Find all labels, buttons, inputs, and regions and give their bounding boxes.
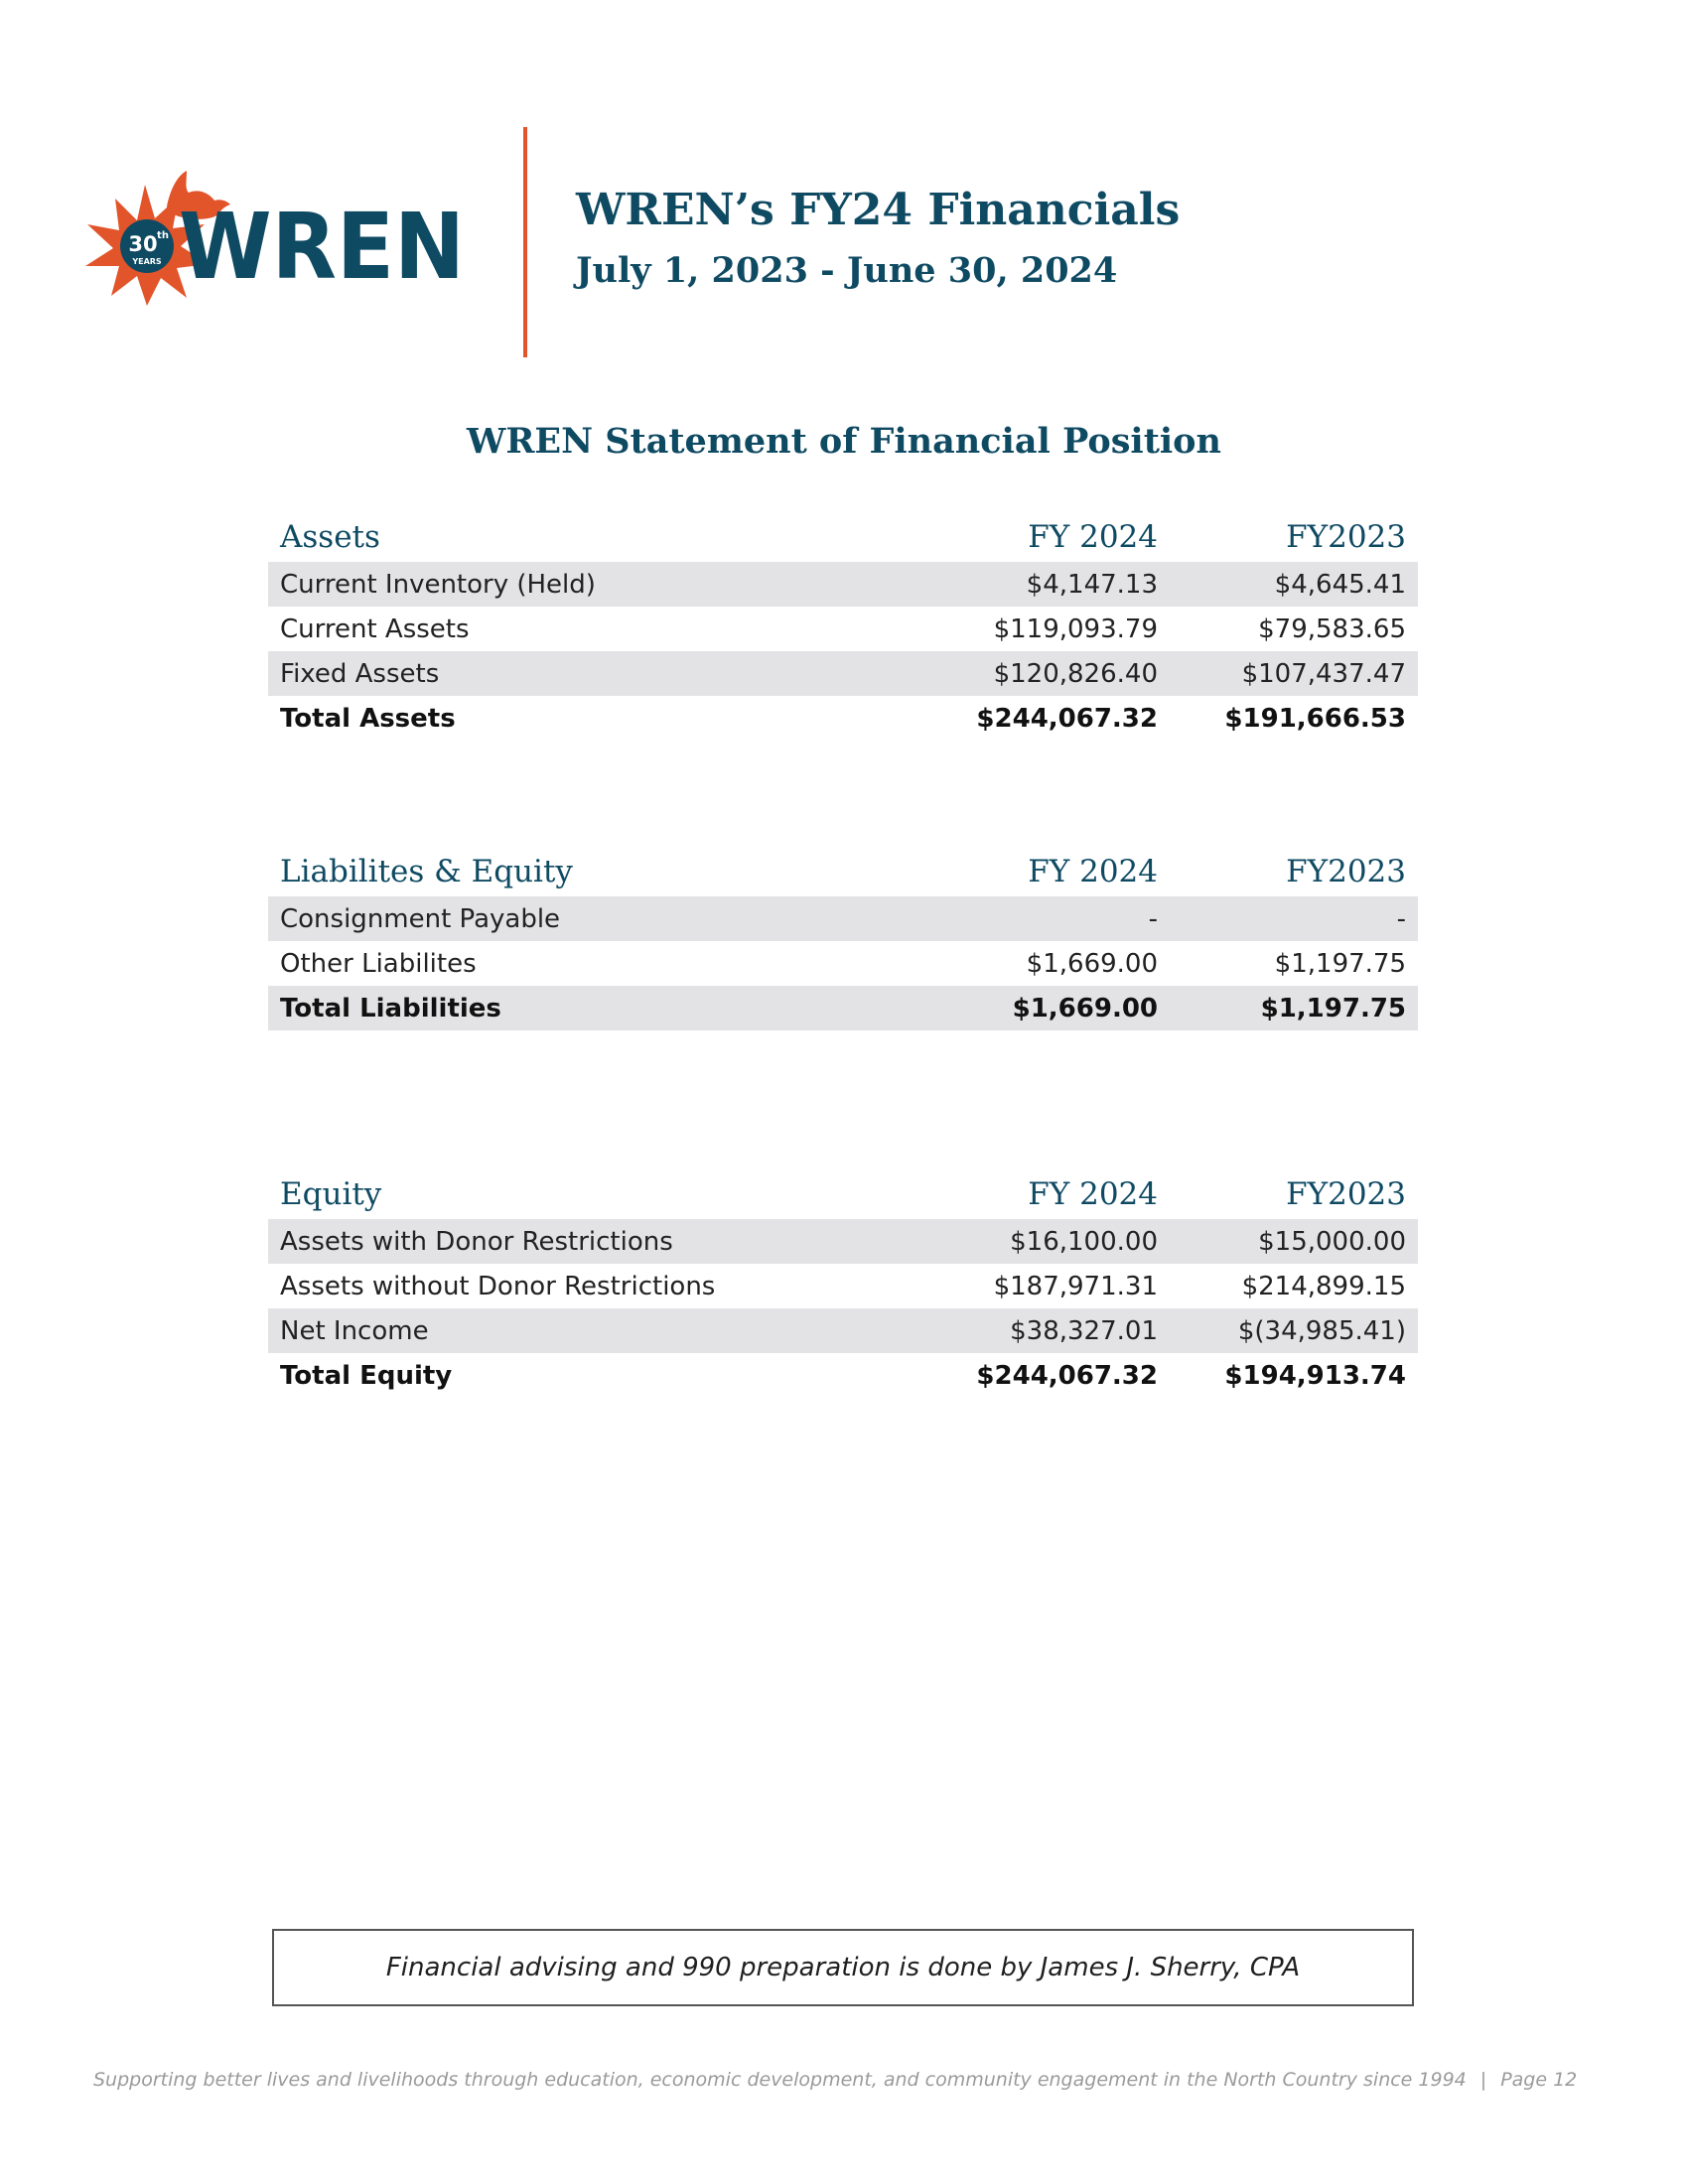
badge-label: YEARS xyxy=(132,257,162,266)
table-row xyxy=(268,896,1418,941)
value-fy2024: - xyxy=(1148,903,1158,934)
wren-logo xyxy=(75,167,473,316)
total-row xyxy=(268,1353,1418,1398)
column-header-fy2023: FY2023 xyxy=(1286,1176,1406,1212)
document-title: WREN’s FY24 Financials xyxy=(576,185,1181,235)
table-row xyxy=(268,1264,1418,1308)
section-heading: Liabilites & Equity xyxy=(280,854,573,889)
table-row xyxy=(268,1308,1418,1353)
value-fy2023: $4,645.41 xyxy=(1274,569,1406,600)
equity-table xyxy=(268,1169,1418,1398)
total-row xyxy=(268,986,1418,1030)
advisor-note: Financial advising and 990 preparation is done by James J. Sherry, CPA xyxy=(385,1953,1301,1982)
total-row xyxy=(268,696,1418,741)
logo-wordmark: WREN xyxy=(179,194,465,300)
value-fy2023: $15,000.00 xyxy=(1258,1226,1406,1257)
table-header xyxy=(268,512,1418,562)
column-header-fy2024: FY 2024 xyxy=(1028,854,1158,889)
row-label: Current Assets xyxy=(280,614,470,644)
footer-mission: Supporting better lives and livelihoods through education, economic development, and community engagement in the North Country since 1994 xyxy=(93,2069,1467,2091)
column-header-fy2023: FY2023 xyxy=(1286,519,1406,555)
row-label: Fixed Assets xyxy=(280,658,440,689)
section-heading: Assets xyxy=(280,519,380,555)
section-heading: Equity xyxy=(280,1176,382,1212)
advisor-note-box xyxy=(272,1929,1414,2006)
table-row xyxy=(268,941,1418,986)
row-label: Current Inventory (Held) xyxy=(280,569,596,600)
table-row xyxy=(268,651,1418,696)
row-label: Net Income xyxy=(280,1315,429,1346)
value-fy2024: $120,826.40 xyxy=(993,658,1158,689)
table-row xyxy=(268,607,1418,651)
badge-number: 30 xyxy=(128,232,158,256)
row-label: Other Liabilites xyxy=(280,948,477,979)
value-fy2023: $214,899.15 xyxy=(1241,1271,1406,1301)
statement-title: WREN Statement of Financial Position xyxy=(467,421,1221,462)
value-fy2024: $187,971.31 xyxy=(993,1271,1158,1301)
value-fy2024: $1,669.00 xyxy=(1026,948,1158,979)
value-fy2024: $38,327.01 xyxy=(1010,1315,1158,1346)
value-fy2024: $4,147.13 xyxy=(1026,569,1158,600)
total-fy2023: $1,197.75 xyxy=(1260,993,1406,1024)
total-label: Total Liabilities xyxy=(280,993,501,1024)
column-header-fy2024: FY 2024 xyxy=(1028,519,1158,555)
value-fy2024: $16,100.00 xyxy=(1010,1226,1158,1257)
table-row xyxy=(268,562,1418,607)
value-fy2023: $107,437.47 xyxy=(1241,658,1406,689)
value-fy2023: $(34,985.41) xyxy=(1237,1315,1406,1346)
total-label: Total Equity xyxy=(280,1360,453,1391)
value-fy2024: $119,093.79 xyxy=(993,614,1158,644)
total-fy2023: $194,913.74 xyxy=(1224,1360,1406,1391)
table-row xyxy=(268,1219,1418,1264)
total-fy2023: $191,666.53 xyxy=(1224,703,1406,734)
header-divider xyxy=(523,127,527,357)
row-label: Assets with Donor Restrictions xyxy=(280,1226,673,1257)
total-fy2024: $244,067.32 xyxy=(976,703,1158,734)
total-label: Total Assets xyxy=(280,703,456,734)
table-header xyxy=(268,847,1418,896)
footer-separator: | xyxy=(1479,2069,1487,2091)
column-header-fy2024: FY 2024 xyxy=(1028,1176,1158,1212)
badge-suffix: th xyxy=(157,230,169,241)
value-fy2023: - xyxy=(1396,903,1406,934)
column-header-fy2023: FY2023 xyxy=(1286,854,1406,889)
value-fy2023: $79,583.65 xyxy=(1258,614,1406,644)
total-fy2024: $244,067.32 xyxy=(976,1360,1158,1391)
row-label: Assets without Donor Restrictions xyxy=(280,1271,716,1301)
document-date-range: July 1, 2023 - June 30, 2024 xyxy=(576,250,1118,291)
total-fy2024: $1,669.00 xyxy=(1012,993,1158,1024)
row-label: Consignment Payable xyxy=(280,903,561,934)
liabilities-table xyxy=(268,847,1418,1030)
page-footer xyxy=(93,2069,1577,2091)
value-fy2023: $1,197.75 xyxy=(1274,948,1406,979)
assets-table xyxy=(268,512,1418,741)
table-header xyxy=(268,1169,1418,1219)
page-number: Page 12 xyxy=(1500,2069,1578,2091)
